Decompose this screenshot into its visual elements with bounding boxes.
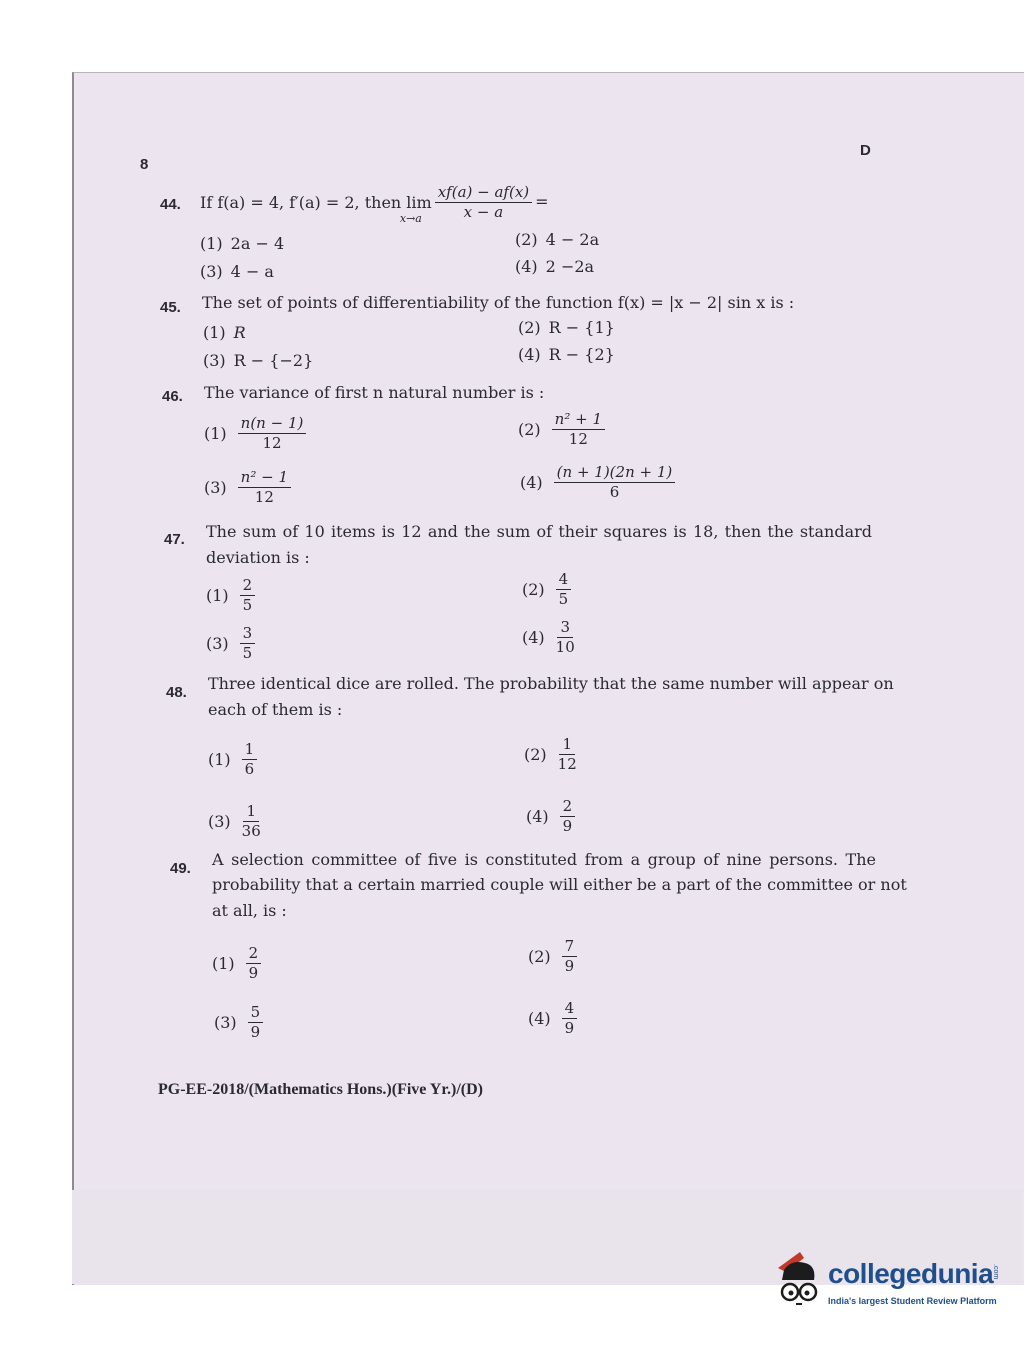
- question-text: The variance of first n natural number is :: [204, 383, 545, 402]
- fraction-denominator: x − a: [463, 202, 504, 221]
- option-label: (2): [518, 420, 541, 439]
- fraction-denominator: 12: [557, 755, 577, 773]
- lim-expression: If f(a) = 4, f′(a) = 2, then lim: [200, 193, 432, 212]
- option-label: (3): [214, 1013, 237, 1032]
- question-text-line-1: Three identical dice are rolled. The probability that the same number will appear on: [208, 674, 894, 693]
- option-1: [200, 234, 284, 253]
- option-label: (3): [204, 478, 227, 497]
- option-fraction: [240, 576, 256, 615]
- option-label: (1): [212, 954, 235, 973]
- fraction-denominator: 12: [262, 434, 282, 452]
- option-label: (2): [515, 230, 538, 249]
- option-fraction: [238, 468, 291, 507]
- option-2: [522, 570, 574, 609]
- fraction-numerator: 1: [243, 802, 259, 822]
- fraction-numerator: n² − 1: [238, 468, 291, 488]
- fraction-denominator: 12: [254, 488, 274, 506]
- option-label: (2): [528, 947, 551, 966]
- fraction-denominator: 6: [244, 760, 255, 778]
- option-fraction: [242, 740, 258, 779]
- option-4: [522, 618, 578, 657]
- option-4: [518, 345, 615, 364]
- option-text: 2 −2a: [545, 257, 595, 276]
- option-fraction: [246, 944, 262, 983]
- option-text: 4 − a: [230, 262, 274, 281]
- option-1: [204, 414, 309, 453]
- set-label: D: [860, 142, 871, 159]
- question-text: [200, 182, 549, 225]
- option-text: R − {−2}: [233, 351, 314, 370]
- fraction-denominator: 9: [248, 964, 259, 982]
- option-fraction: [552, 410, 605, 449]
- fraction-denominator: 5: [558, 590, 569, 608]
- lim-subscript: x→a: [399, 212, 422, 225]
- fraction-denominator: 6: [609, 483, 620, 501]
- fraction-denominator: 36: [241, 822, 261, 840]
- option-label: (4): [520, 473, 543, 492]
- fraction-denominator: 5: [242, 644, 253, 662]
- option-2: [518, 410, 608, 449]
- option-fraction: [554, 463, 676, 502]
- option-fraction: [242, 802, 261, 841]
- option-3: [200, 262, 274, 281]
- question-number: 46.: [162, 388, 183, 405]
- option-label: (2): [522, 580, 545, 599]
- fraction-numerator: 2: [240, 576, 256, 596]
- question-text-line-3: at all, is :: [212, 901, 287, 920]
- fraction-denominator: 10: [555, 638, 575, 656]
- option-text: R − {1}: [548, 318, 615, 337]
- question-text-line-2: probability that a certain married couple will either be a part of the committee or not: [212, 875, 907, 894]
- option-3: [214, 1003, 266, 1042]
- option-fraction: [248, 1003, 264, 1042]
- fraction-numerator: n(n − 1): [238, 414, 307, 434]
- option-label: (4): [522, 628, 545, 647]
- option-label: (4): [526, 807, 549, 826]
- question-number: 45.: [160, 299, 181, 316]
- question-text-line-2: deviation is :: [206, 548, 310, 567]
- question-number: 47.: [164, 531, 185, 548]
- question-number: 44.: [160, 196, 181, 213]
- fraction-numerator: 3: [557, 618, 573, 638]
- option-label: (1): [200, 234, 223, 253]
- fraction-denominator: 9: [562, 817, 573, 835]
- option-2: [515, 230, 599, 249]
- option-3: [203, 351, 313, 370]
- option-4: [528, 999, 580, 1038]
- option-fraction: [562, 999, 578, 1038]
- option-label: (3): [200, 262, 223, 281]
- fraction-numerator: 1: [559, 735, 575, 755]
- question-number: 48.: [166, 684, 187, 701]
- fraction-numerator: 2: [246, 944, 262, 964]
- fraction-numerator: 4: [556, 570, 572, 590]
- option-label: (3): [208, 812, 231, 831]
- option-text: R: [233, 323, 246, 342]
- option-label: (2): [518, 318, 541, 337]
- brand-name: collegedunia: [828, 1258, 994, 1289]
- option-text: 2a − 4: [230, 234, 285, 253]
- fraction-denominator: 9: [564, 1019, 575, 1037]
- option-4: [520, 463, 678, 502]
- option-label: (3): [203, 351, 226, 370]
- page-number: 8: [140, 156, 149, 173]
- fraction-numerator: 5: [248, 1003, 264, 1023]
- fraction-numerator: (n + 1)(2n + 1): [554, 463, 676, 483]
- fraction-denominator: 9: [250, 1023, 261, 1041]
- brand-tagline: India's largest Student Review Platform: [828, 1296, 997, 1306]
- fraction-numerator: xf(a) − af(x): [435, 183, 532, 203]
- fraction-numerator: 2: [560, 797, 576, 817]
- question-text-line-2: each of them is :: [208, 700, 343, 719]
- option-4: [515, 257, 594, 276]
- option-1: [208, 740, 260, 779]
- option-fraction: [556, 618, 575, 657]
- option-label: (4): [528, 1009, 551, 1028]
- question-text-line-1: The sum of 10 items is 12 and the sum of their squares is 18, then the standard: [206, 522, 872, 541]
- option-label: (3): [206, 634, 229, 653]
- question-text: The set of points of differentiability of the function f(x) = |x − 2| sin x is :: [202, 293, 795, 312]
- option-fraction: [240, 624, 256, 663]
- option-fraction: [238, 414, 307, 453]
- brand-suffix: .com: [992, 1264, 999, 1280]
- option-2: [528, 937, 580, 976]
- option-2: [524, 735, 580, 774]
- mascot-icon: [770, 1250, 826, 1310]
- option-fraction: [562, 937, 578, 976]
- option-fraction: [556, 570, 572, 609]
- option-label: (1): [203, 323, 226, 342]
- fraction-denominator: 5: [242, 596, 253, 614]
- option-label: (2): [524, 745, 547, 764]
- question-text-line-1: A selection committee of five is constituted from a group of nine persons. The: [212, 850, 876, 869]
- fraction-denominator: 12: [568, 430, 588, 448]
- fraction-denominator: 9: [564, 957, 575, 975]
- limit-fraction: [435, 183, 532, 222]
- fraction-numerator: n² + 1: [552, 410, 605, 430]
- option-3: [206, 624, 258, 663]
- option-4: [526, 797, 578, 836]
- option-1: [206, 576, 258, 615]
- option-label: (4): [515, 257, 538, 276]
- option-1: [203, 323, 246, 342]
- option-fraction: [560, 797, 576, 836]
- question-number: 49.: [170, 860, 191, 877]
- equals-sign: =: [535, 192, 549, 211]
- option-2: [518, 318, 615, 337]
- option-label: (4): [518, 345, 541, 364]
- paper-code-footer: PG-EE-2018/(Mathematics Hons.)(Five Yr.)/(D): [158, 1081, 483, 1098]
- option-text: R − {2}: [548, 345, 615, 364]
- option-3: [204, 468, 294, 507]
- option-label: (1): [206, 586, 229, 605]
- option-fraction: [558, 735, 577, 774]
- fraction-numerator: 7: [562, 937, 578, 957]
- fraction-numerator: 3: [240, 624, 256, 644]
- option-1: [212, 944, 264, 983]
- collegedunia-logo: [770, 1250, 1010, 1320]
- option-label: (1): [204, 424, 227, 443]
- option-3: [208, 802, 264, 841]
- option-text: 4 − 2a: [545, 230, 600, 249]
- option-label: (1): [208, 750, 231, 769]
- fraction-numerator: 1: [242, 740, 258, 760]
- fraction-numerator: 4: [562, 999, 578, 1019]
